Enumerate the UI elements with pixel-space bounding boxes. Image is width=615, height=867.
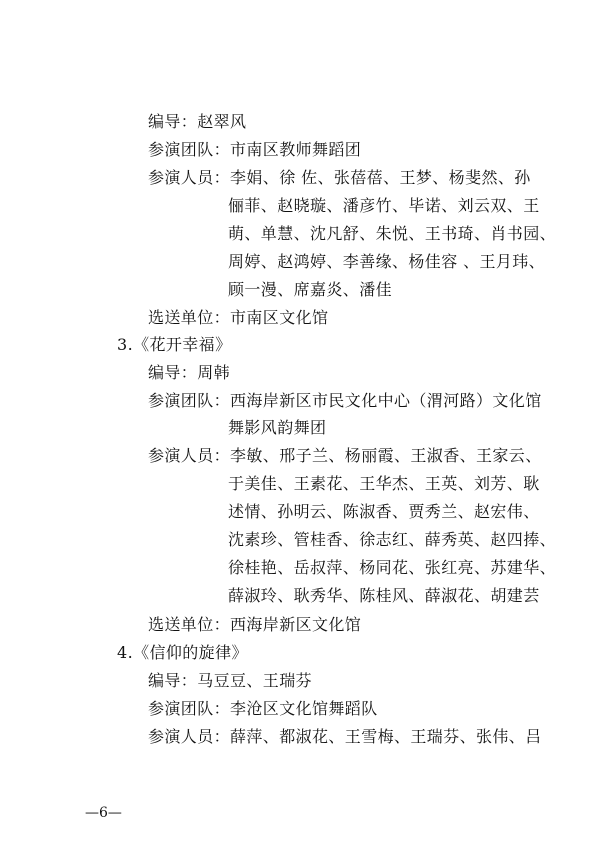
prev-entry-members-line: 周婷、赵鸿婷、李善缘、杨佳容 、王月玮、 — [228, 252, 546, 271]
prev-entry-members-line: 顾一漫、席嘉炎、潘佳 — [228, 280, 393, 299]
entry4-title: 4.《信仰的旋律》 — [117, 643, 248, 662]
entry4-members-line: 参演人员：薛萍、都淑花、王雪梅、王瑞芬、张伟、吕 — [148, 727, 542, 746]
entry3-members-line: 薛淑玲、耿秀华、陈桂风、薛淑花、胡建芸 — [228, 586, 540, 605]
prev-entry-members-line: 俪菲、赵晓璇、潘彦竹、毕诺、刘云双、王 — [228, 196, 540, 215]
entry4-team: 参演团队：李沧区文化馆舞蹈队 — [148, 699, 378, 718]
entry3-team-continued: 舞影风韵舞团 — [228, 418, 327, 437]
entry4-director: 编导：马豆豆、王瑞芬 — [148, 671, 313, 690]
entry3-title: 3.《花开幸福》 — [117, 335, 232, 354]
entry3-members-line: 沈素珍、管桂香、徐志红、薛秀英、赵四捧、 — [228, 530, 557, 549]
entry3-team: 参演团队：西海岸新区市民文化中心（渭河路）文化馆 — [148, 391, 542, 410]
entry3-unit: 选送单位：西海岸新区文化馆 — [148, 615, 362, 634]
prev-entry-members-line: 萌、单慧、沈凡舒、朱悦、王书琦、肖书园、 — [228, 224, 557, 243]
entry3-members-line: 述情、孙明云、陈淑香、贾秀兰、赵宏伟、 — [228, 502, 540, 521]
prev-entry-unit: 选送单位：市南区文化馆 — [148, 308, 329, 327]
entry3-members-line: 于美佳、王素花、王华杰、王英、刘芳、耿 — [228, 474, 540, 493]
entry3-members-line: 参演人员：李敏、邢子兰、杨丽霞、王淑香、王家云、 — [148, 446, 542, 465]
entry3-members-line: 徐桂艳、岳叔萍、杨同花、张红亮、苏建华、 — [228, 558, 557, 577]
entry3-director: 编导：周韩 — [148, 363, 231, 382]
prev-entry-members-line: 参演人员：李娟、徐 佐、张蓓蓓、王梦、杨斐然、孙 — [148, 168, 531, 187]
prev-entry-director: 编导：赵翠风 — [148, 112, 247, 131]
page-number: —6— — [85, 805, 122, 821]
prev-entry-team: 参演团队：市南区教师舞蹈团 — [148, 140, 362, 159]
